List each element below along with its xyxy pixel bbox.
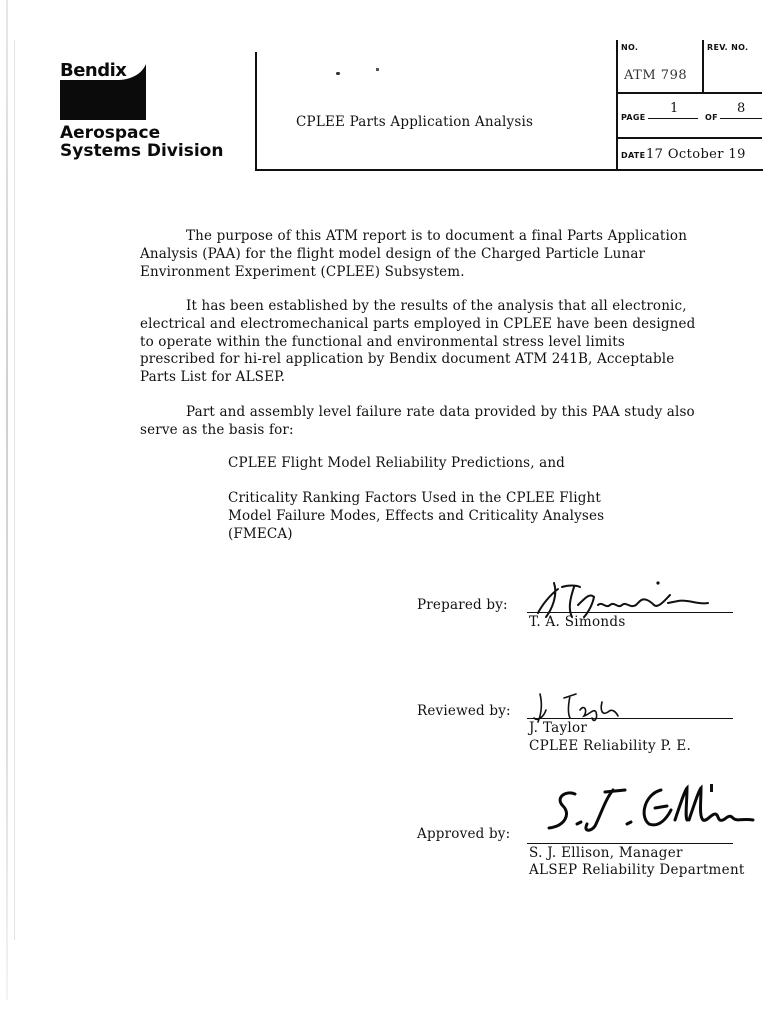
- approved-by-name: S. J. Ellison, Manager: [529, 845, 683, 861]
- list-item-criticality-ranking: Criticality Ranking Factors Used in the CPLEE Flight Model Failure Modes, Effects and Criticality Analyses (FMECA): [228, 490, 605, 542]
- paragraph-purpose: The purpose of this ATM report is to document a final Parts Application Analysis (PAA) for the flight model design of the Charged Particle Lunar Environment Experiment (CPLEE) Subsystem.: [140, 228, 688, 280]
- of-label: OF: [705, 113, 718, 122]
- paragraph-analysis-result: It has been established by the results of the analysis that all electronic, electrical and electromechanical parts employed in CPLEE have been designed to operate within the functional and environmental stress level limits prescribed for hi-rel application by Bendix document ATM 241B, Acceptable Parts List for ALSEP.: [140, 298, 696, 386]
- rev-label: REV. NO.: [707, 43, 749, 52]
- approved-signature-line: [527, 843, 733, 844]
- prepared-by-label: Prepared by:: [417, 597, 508, 613]
- document-number: ATM 798: [624, 68, 688, 83]
- list-item-reliability-predictions: CPLEE Flight Model Reliability Predictions, and: [228, 455, 565, 471]
- page-edge-line: [14, 40, 15, 940]
- header-left-border: [255, 52, 257, 170]
- reviewed-by-label: Reviewed by:: [417, 703, 511, 719]
- approved-by-title: ALSEP Reliability Department: [529, 862, 745, 878]
- ellison-signature: [535, 780, 755, 840]
- page-label: PAGE: [621, 113, 646, 122]
- logo-brand-text: Bendix: [60, 60, 127, 81]
- reviewed-signature-line: [527, 718, 733, 719]
- prepared-by-name: T. A. Simonds: [529, 614, 626, 630]
- header-row-divider-1: [616, 92, 762, 94]
- logo-division-line2: Systems Division: [60, 141, 224, 161]
- approved-by-label: Approved by:: [417, 826, 511, 842]
- speck-mark: [336, 72, 340, 75]
- document-title: CPLEE Parts Application Analysis: [296, 114, 534, 130]
- reviewed-by-name: J. Taylor: [529, 720, 588, 736]
- header-fields-divider: [616, 40, 618, 170]
- header-row-divider-2: [616, 137, 762, 139]
- header-rev-divider: [702, 40, 704, 92]
- document-date: 17 October 19: [646, 147, 746, 162]
- of-underline: [720, 118, 762, 119]
- paragraph-failure-rate: Part and assembly level failure rate data provided by this PAA study also serve as the basis for:: [140, 404, 695, 438]
- header-bottom-border: [255, 169, 763, 171]
- page-number: 1: [670, 101, 679, 116]
- logo-division-line1: Aerospace: [60, 123, 161, 143]
- page-underline: [648, 118, 698, 119]
- page-edge-shadow: [6, 0, 8, 1000]
- no-label: NO.: [621, 43, 639, 52]
- speck-mark: [376, 68, 379, 71]
- prepared-signature-line: [527, 612, 733, 613]
- total-pages: 8: [737, 101, 746, 116]
- date-label: DATE: [621, 151, 646, 160]
- reviewed-by-title: CPLEE Reliability P. E.: [529, 738, 692, 754]
